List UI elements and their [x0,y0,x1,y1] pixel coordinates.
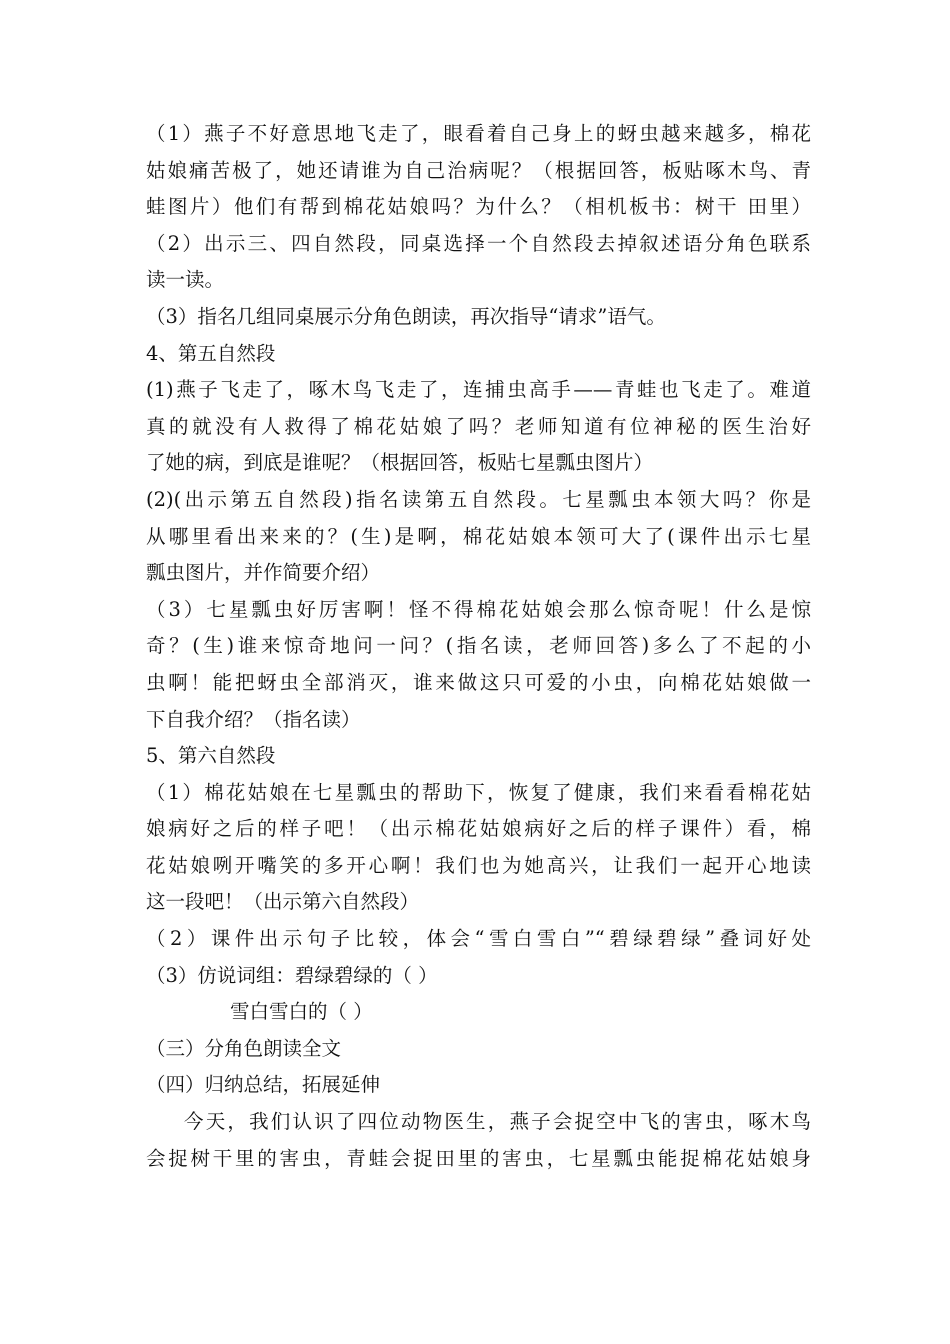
text-line: 瓢虫图片，并作简要介绍） [146,561,381,585]
text-line: （1）燕子不好意思地飞走了，眼看着自己身上的蚜虫越来越多，棉花 [146,122,811,145]
text-line: 了她的病，到底是谁呢？（根据回答，板贴七星瓢虫图片） [146,451,654,475]
text-line: 蛙图片）他们有帮到棉花姑娘吗？为什么？（相机板书：树干 田里） [146,195,811,219]
text-line: 今天，我们认识了四位动物医生，燕子会捉空中飞的害虫，啄木鸟 [184,1110,811,1134]
text-line: 4、第五自然段 [146,341,276,365]
text-line: （2）课件出示句子比较，体会“雪白雪白”“碧绿碧绿”叠词好处 [146,927,811,951]
text-line: （3）仿说词组：碧绿碧绿的（ ） [146,963,438,987]
text-line: （2）出示三、四自然段，同桌选择一个自然段去掉叙述语分角色联系 [146,231,811,255]
text-line: （3）七星瓢虫好厉害啊！怪不得棉花姑娘会那么惊奇呢！什么是惊 [146,597,811,621]
text-line: 真的就没有人救得了棉花姑娘了吗？老师知道有位神秘的医生治好 [146,414,811,438]
text-line: (1)燕子飞走了，啄木鸟飞走了，连捕虫高手——青蛙也飞走了。难道 [146,378,811,402]
text-line: （3）指名几组同桌展示分角色朗读，再次指导“请求”语气。 [146,304,666,328]
text-line: 姑娘痛苦极了，她还请谁为自己治病呢？（根据回答，板贴啄木鸟、青 [146,158,811,182]
text-line: 读一读。 [146,268,225,292]
text-line: 虫啊！能把蚜虫全部消灭，谁来做这只可爱的小虫，向棉花姑娘做一 [146,670,811,694]
text-line: 花姑娘咧开嘴笑的多开心啊！我们也为她高兴，让我们一起开心地读 [146,853,811,877]
text-line: （四）归纳总结，拓展延伸 [146,1073,381,1097]
text-line: （1）棉花姑娘在七星瓢虫的帮助下，恢复了健康，我们来看看棉花姑 [146,780,811,804]
text-line: 这一段吧！（出示第六自然段） [146,890,420,914]
text-line: 从哪里看出来来的？(生)是啊，棉花姑娘本领可大了(课件出示七星 [146,524,811,548]
text-line: 娘病好之后的样子吧！（出示棉花姑娘病好之后的样子课件）看，棉 [146,817,811,841]
text-line: 5、第六自然段 [146,744,276,768]
text-line: （三）分角色朗读全文 [146,1036,342,1060]
text-line: 雪白雪白的（ ） [230,1000,373,1024]
text-line: (2)(出示第五自然段)指名读第五自然段。七星瓢虫本领大吗？你是 [146,487,811,511]
text-line: 下自我介绍？（指名读） [146,707,361,731]
document-page [146,116,811,1177]
text-line: 会捉树干里的害虫，青蛙会捉田里的害虫，七星瓢虫能捉棉花姑娘身 [146,1146,811,1170]
text-line: 奇？(生)谁来惊奇地问一问？(指名读，老师回答)多么了不起的小 [146,634,811,658]
